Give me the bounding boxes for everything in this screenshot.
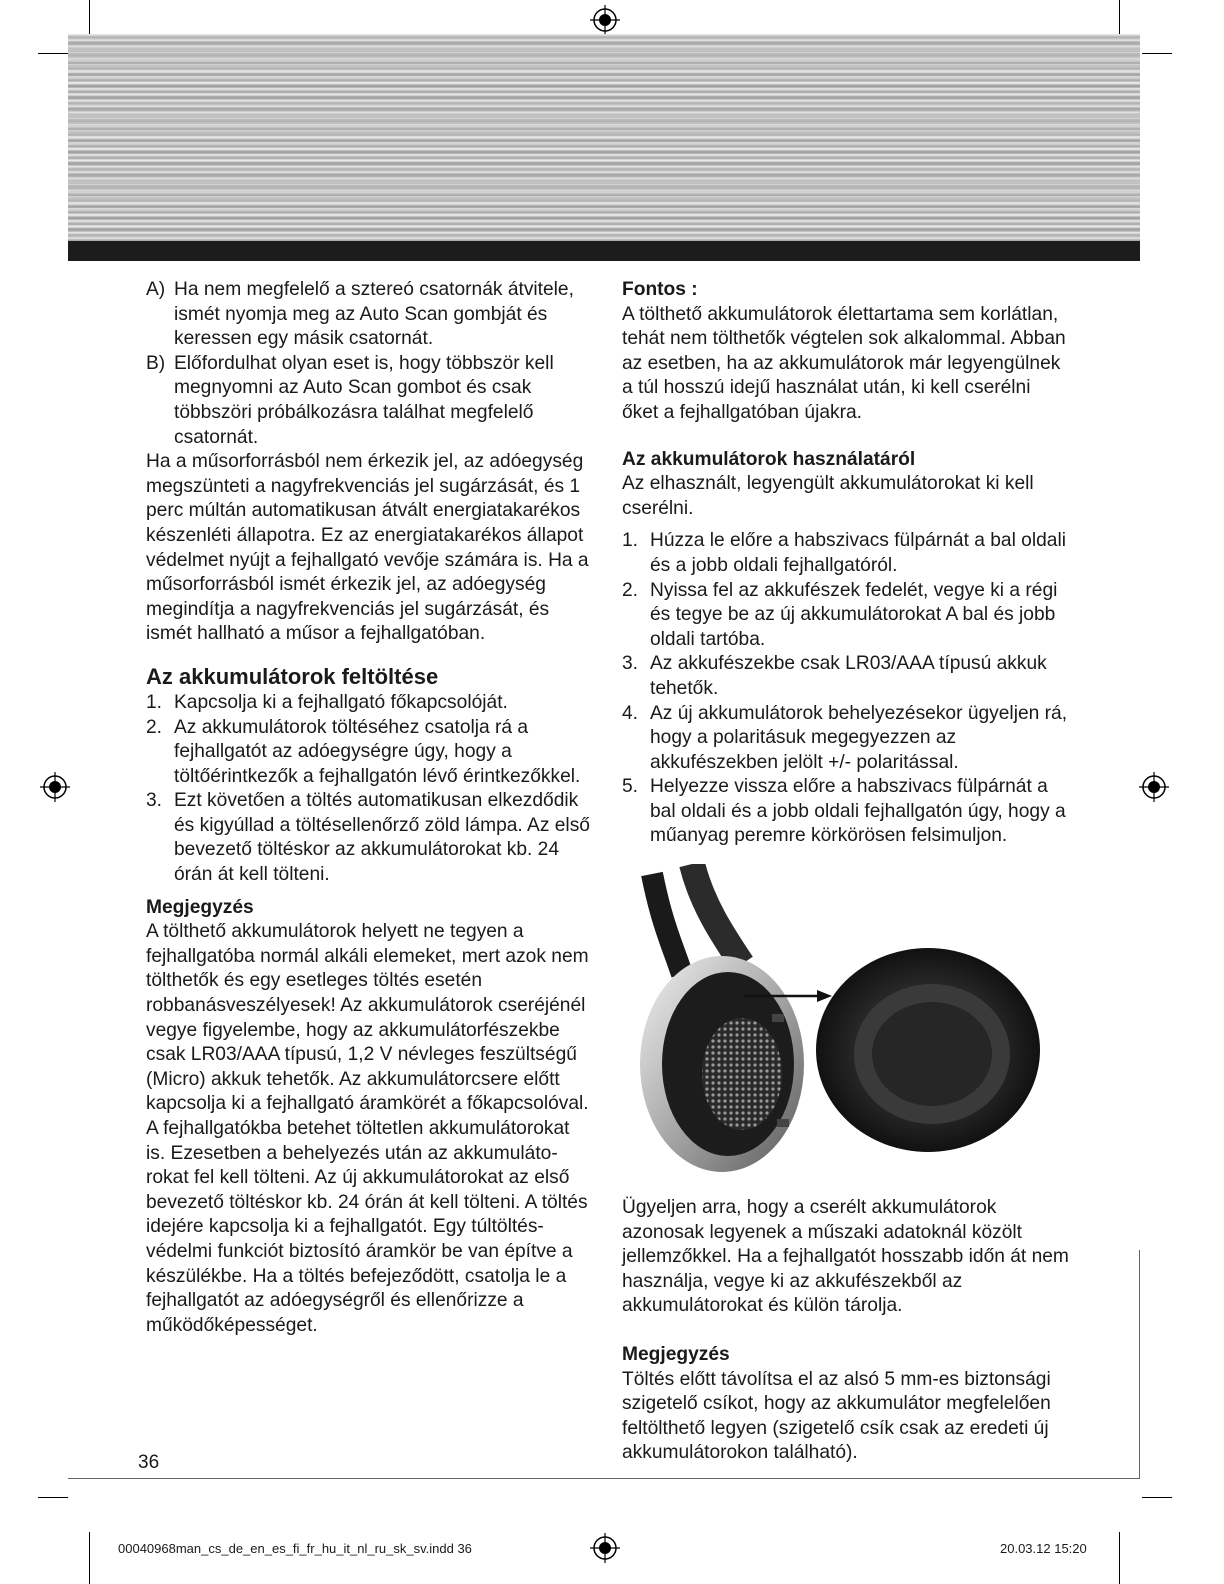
- list-marker: 3.: [622, 653, 639, 675]
- right-column: [622, 278, 1072, 849]
- list-item: [622, 579, 1072, 653]
- left-column: [146, 278, 591, 1338]
- list-item-text: Ha nem megfelelő a sztereó csatornák átvitele, ismét nyomja meg az Auto Scan gombját és keressen egy másik csatornát.: [174, 279, 574, 350]
- right-column-lower: [622, 1196, 1072, 1466]
- crop-mark: [38, 1497, 68, 1498]
- list-item: [622, 775, 1072, 849]
- list-marker: A): [146, 279, 166, 300]
- list-marker: 1.: [146, 691, 163, 713]
- footer-divider: [68, 1478, 1140, 1479]
- list-marker: 1.: [622, 530, 639, 552]
- list-marker: 2.: [622, 579, 639, 601]
- list-item-text: Húzza le előre a habszivacs fülpárnát a bal oldali és a jobb oldali fejhallgatóról.: [650, 530, 1066, 576]
- list-item: [146, 716, 591, 790]
- list-marker: B): [146, 352, 166, 374]
- list-item-text: Az új akkumulátorok behelyezésekor ügyeljen rá, hogy a polaritásuk megegyezzen az akkufészekben jelölt +/- polaritással.: [650, 702, 1068, 773]
- page-number: 36: [138, 1452, 160, 1473]
- crop-mark: [38, 53, 68, 54]
- note-heading: Megjegyzés: [146, 896, 254, 918]
- important-paragraph: A tölthető akkumulátorok élettartama sem korlátlan, tehát nem tölthetők végtelen sok alkalommal. Abban az esetben, ha az akkumulátorok már legyengülnek a túl hosszú idejű használat után, ki kell cserélni őket a fejhallgatóban újakra.: [622, 303, 1066, 423]
- usage-steps-list: [622, 529, 1072, 849]
- after-photo-paragraph: Ügyeljen arra, hogy a cserélt akkumulátorok azonosak legyenek a műszaki adatoknál közölt jellemzőkkel. Ha a fejhallgatót hosszabb időn át nem használja, vegye ki az akkufészekből az akkumulátorokat és külön tárolja.: [622, 1197, 1069, 1317]
- list-item: [622, 652, 1072, 701]
- footer-timestamp: 20.03.12 15:20: [1000, 1541, 1087, 1556]
- footer-file-name: 00040968man_cs_de_en_es_fi_fr_hu_it_nl_ru_sk_sv.indd 36: [118, 1541, 472, 1556]
- section-heading: Az akkumulátorok feltöltése: [146, 663, 439, 689]
- list-marker: 2.: [146, 716, 163, 738]
- list-item-text: Előfordulhat olyan eset is, hogy többször kell megnyomni az Auto Scan gombot és csak többszöri próbálkozásra találhat megfelelő csatornát.: [174, 352, 554, 448]
- registration-mark-icon: [590, 5, 620, 35]
- list-marker: 5.: [622, 776, 639, 798]
- crop-mark: [89, 1532, 90, 1584]
- list-item: [146, 278, 591, 352]
- list-marker: 3.: [146, 790, 163, 812]
- list-item: [146, 691, 591, 716]
- footer-divider-vertical: [1139, 1250, 1140, 1479]
- header-brushed-metal-band: [68, 34, 1140, 241]
- list-item: [146, 789, 591, 887]
- list-marker: 4.: [622, 702, 639, 724]
- list-item-text: Helyezze vissza előre a habszivacs fülpárnát a bal oldali és a jobb oldali fejhallgatón úgy, hogy a műanyag peremre körkörösen felsimuljon.: [650, 776, 1066, 847]
- standby-paragraph: Ha a műsorforrásból nem érkezik jel, az adóegység megszünteti a nagyfrekvenciás jel sugárzását, és 1 perc múltán automatikusan átvált energiatakarékos készenléti állapotra. Ez az energiatakarékos állapot védelmet nyújt a fejhallgató vevője számára is. Ha a műsorforrásból ismét érkezik jel, az adóegység megindítja a nagyfrekvenciás jel sugárzását, és ismét hallható a műsor a fejhallgatóban.: [146, 451, 589, 645]
- registration-mark-icon: [590, 1533, 620, 1563]
- crop-mark: [1142, 53, 1172, 54]
- registration-mark-icon: [1139, 772, 1169, 802]
- header-dark-bar: [68, 241, 1140, 261]
- usage-paragraph: Az elhasznált, legyengült akkumulátorokat ki kell cserélni.: [622, 473, 1034, 519]
- usage-heading: Az akkumulátorok használatáról: [622, 448, 916, 470]
- list-item: [146, 352, 591, 450]
- registration-mark-icon: [40, 772, 70, 802]
- list-item-text: Kapcsolja ki a fejhallgató főkapcsolóját.: [174, 691, 508, 713]
- list-item: [622, 702, 1072, 776]
- list-item: [622, 529, 1072, 578]
- important-heading: Fontos :: [622, 279, 698, 300]
- note-paragraph: Töltés előtt távolítsa el az alsó 5 mm-es biztonsági szigetelő csíkot, hogy az akkumulátor megfelelően feltölthető legyen (szigetelő csík csak az eredeti új akkumulátorokon található).: [622, 1368, 1051, 1464]
- note-paragraph: A tölthető akkumulátorok helyett ne tegyen a fejhallgatóba normál alkáli elemeket, mert azok nem tölthetők és egy esetleges töltés esetén robbanásveszélyesek! Az akkumulátorok cseréjénél vegye figyelembe, hogy az akkumulátorfészekbe csak LR03/AAA típusú, 1,2 V névleges feszültségű (Micro) akkuk tehetők. Az akkumulátorcsere előtt kapcsolja ki a fejhallgató áramkörét a főkapcsolóval. A fejhallgatókba betehet töltetlen akkumulátorokat is. Ezesetben a behelyezés után az akkumuláto-rokat fel kell tölteni. Az új akkumulátorokat az első bevezető töltéskor kb. 24 órán át kell tölteni. A töltés idejére kapcsolja ki a fejhallgatót. Egy túltöltés-védelmi funkciót biztosító áramkör be van építve a készülékbe. Ha a töltés befejeződött, csatolja le a fejhallgatót az adóegységről és ellenőrizze a működőképességet.: [146, 921, 589, 1336]
- list-item-text: Az akkufészekbe csak LR03/AAA típusú akkuk tehetők.: [650, 653, 1047, 699]
- crop-mark: [1119, 1532, 1120, 1584]
- headphone-earpad-photo: [632, 864, 1072, 1184]
- list-item-text: Ezt követően a töltés automatikusan elkezdődik és kigyúllad a töltésellenőrző zöld lámpa. Az első bevezető töltéskor az akkumulátorokat kb. 24 órán át kell tölteni.: [174, 790, 590, 886]
- note-heading: Megjegyzés: [622, 1343, 730, 1365]
- charging-steps-list: [146, 691, 591, 888]
- list-item-text: Az akkumulátorok töltéséhez csatolja rá a fejhallgatót az adóegységre úgy, hogy a töltőérintkezők a fejhallgatón lévő érintkezőkkel.: [174, 716, 581, 787]
- alternatives-list: [146, 278, 591, 450]
- list-item-text: Nyissa fel az akkufészek fedelét, vegye ki a régi és tegye be az új akkumulátorokat A bal és jobb oldali tartóba.: [650, 579, 1058, 650]
- crop-mark: [1142, 1497, 1172, 1498]
